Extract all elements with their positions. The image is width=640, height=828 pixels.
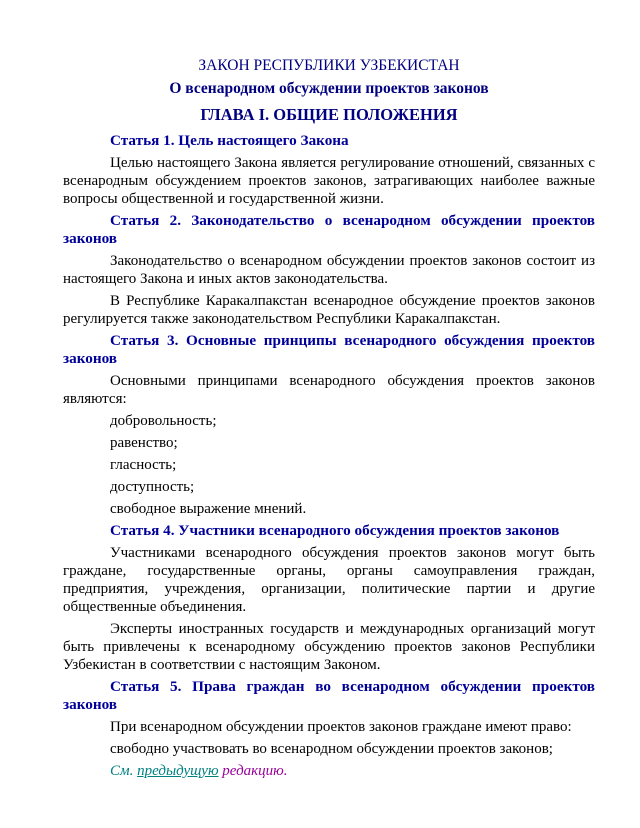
article-1-paragraph-1: Целью настоящего Закона является регулирование отношений, связанных с всенародным обсуждением проектов законов, затрагивающих наиболее важные вопросы общественной и государственной жизни. xyxy=(63,155,595,207)
principle-item-accessibility: доступность; xyxy=(110,479,195,495)
article-3-paragraph-1: Основными принципами всенародного обсуждения проектов законов являются: xyxy=(63,373,595,407)
article-1-heading: Статья 1. Цель настоящего Закона xyxy=(110,132,349,149)
previous-edition-link[interactable]: предыдущую xyxy=(137,763,219,779)
article-4-paragraph-2: Эксперты иностранных государств и международных организаций могут быть привлечены к всенародному обсуждению проектов законов Республики Узбекистан в соответствии с настоящим Законом. xyxy=(63,621,595,673)
principle-item-publicity: гласность; xyxy=(110,457,177,473)
principle-item-voluntariness: добровольность; xyxy=(110,413,217,429)
article-4-paragraph-1: Участниками всенародного обсуждения проектов законов могут быть граждане, государственные органы, органы самоуправления граждан, предприятия, учреждения, организации, политические партии и другие общественные объединения. xyxy=(63,545,595,615)
article-3-heading: Статья 3. Основные принципы всенародного обсуждения проектов законов xyxy=(63,332,595,367)
revision-note xyxy=(63,762,595,780)
article-2-paragraph-2: В Республике Каракалпакстан всенародное обсуждение проектов законов регулируется также законодательством Республики Каракалпакстан. xyxy=(63,293,595,327)
article-2-paragraph-1: Законодательство о всенародном обсуждении проектов законов состоит из настоящего Закона и иных актов законодательства. xyxy=(63,253,595,287)
article-4-heading: Статья 4. Участники всенародного обсуждения проектов законов xyxy=(110,522,560,539)
law-subtitle: О всенародном обсуждении проектов законов xyxy=(169,80,489,97)
chapter-heading: ГЛАВА I. ОБЩИЕ ПОЛОЖЕНИЯ xyxy=(200,105,458,124)
law-title: ЗАКОН РЕСПУБЛИКИ УЗБЕКИСТАН xyxy=(198,57,460,74)
article-5-heading: Статья 5. Права граждан во всенародном обсуждении проектов законов xyxy=(63,678,595,713)
article-2-heading: Статья 2. Законодательство о всенародном обсуждении проектов законов xyxy=(63,212,595,247)
see-label: См. xyxy=(110,763,134,779)
edition-label: редакцию. xyxy=(222,763,288,779)
principle-item-equality: равенство; xyxy=(110,435,178,451)
principle-item-free-expression: свободное выражение мнений. xyxy=(110,501,307,517)
article-5-paragraph-1: При всенародном обсуждении проектов законов граждане имеют право: xyxy=(110,719,572,735)
article-5-paragraph-2: свободно участвовать во всенародном обсуждении проектов законов; xyxy=(110,741,553,757)
